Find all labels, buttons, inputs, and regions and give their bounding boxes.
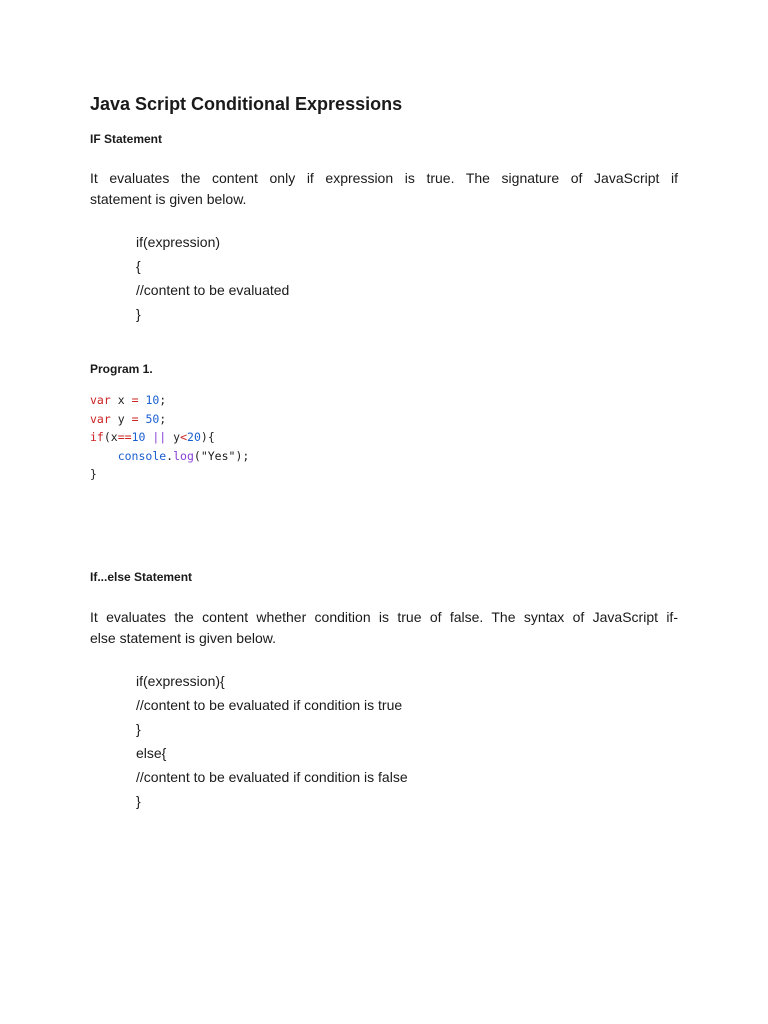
if-statement-heading: IF Statement <box>90 132 163 146</box>
syntax-line: } <box>136 721 141 737</box>
code-block <box>90 391 249 484</box>
syntax-line: //content to be evaluated <box>136 282 290 298</box>
ifelse-statement-description <box>90 607 678 649</box>
paragraph-line: It evaluates the content whether condition is true of false. The syntax of JavaScript if- <box>90 609 678 625</box>
if-statement-description <box>90 168 678 210</box>
code-line: if(x==10 || y<20){ <box>90 430 215 444</box>
code-line: } <box>90 467 97 481</box>
syntax-line: else{ <box>136 745 167 761</box>
ifelse-syntax-block <box>136 669 408 813</box>
if-syntax-block <box>136 230 289 326</box>
paragraph-line: else statement is given below. <box>90 630 276 646</box>
syntax-line: if(expression) <box>136 234 221 250</box>
page-title: Java Script Conditional Expressions <box>90 94 403 114</box>
program-heading: Program 1. <box>90 362 153 376</box>
paragraph-line: statement is given below. <box>90 191 247 207</box>
ifelse-statement-heading: If...else Statement <box>90 570 193 584</box>
syntax-line: { <box>136 258 141 274</box>
code-line: var y = 50; <box>90 411 167 426</box>
syntax-line: if(expression){ <box>136 673 225 689</box>
syntax-line: //content to be evaluated if condition is false <box>136 769 408 785</box>
syntax-line: //content to be evaluated if condition is true <box>136 697 403 713</box>
syntax-line: } <box>136 793 141 809</box>
code-line: console.log("Yes"); <box>117 448 250 463</box>
syntax-line: } <box>136 306 141 322</box>
code-line: var x = 10; <box>90 393 167 407</box>
paragraph-line: It evaluates the content only if expression is true. The signature of JavaScript if <box>90 170 678 186</box>
